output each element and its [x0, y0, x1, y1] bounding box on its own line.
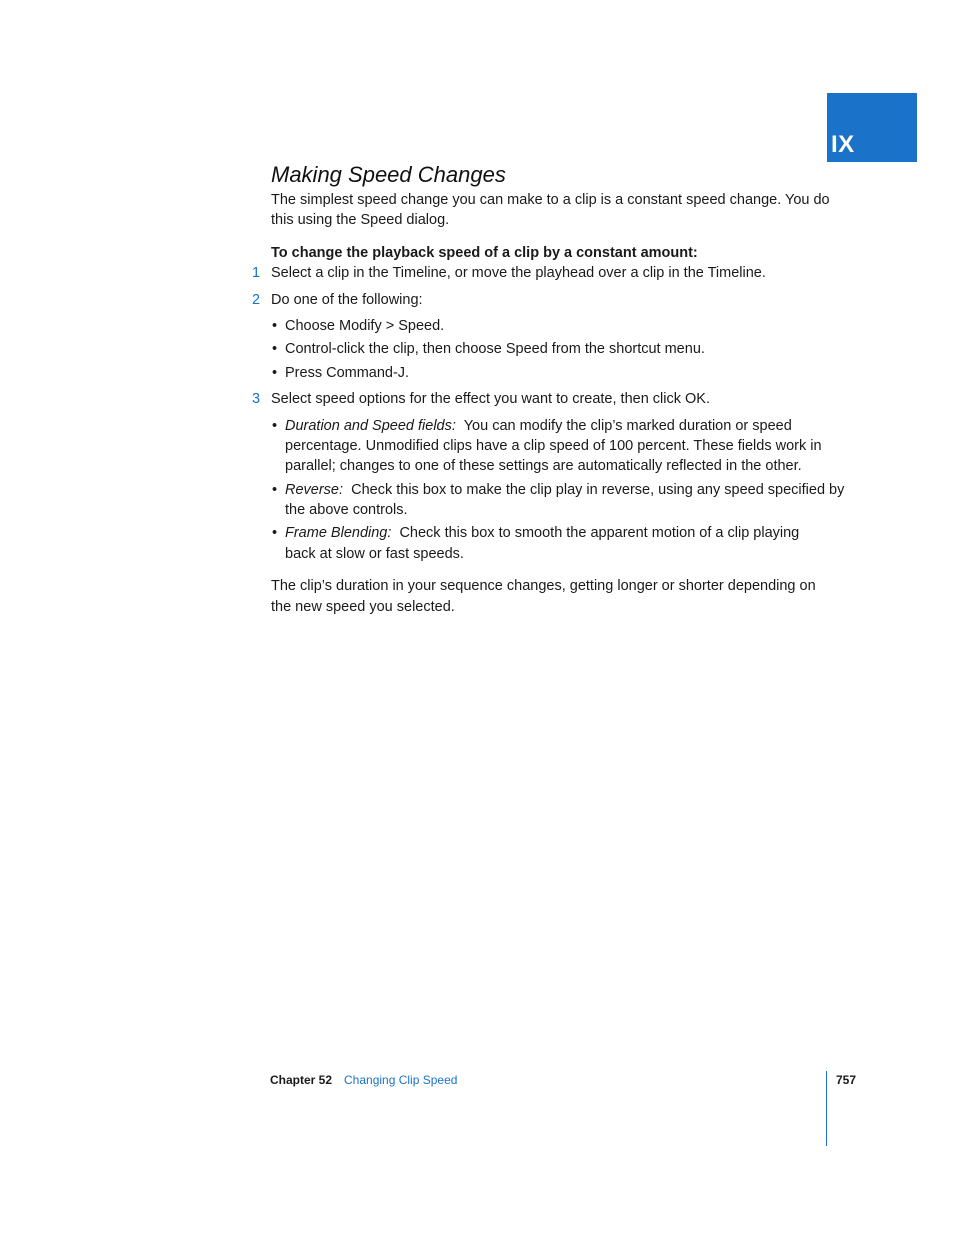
bullet-icon: • [272, 365, 278, 381]
option-term: Frame Blending: [285, 525, 392, 541]
option-description-cont: the above controls. [285, 502, 408, 518]
closing-line-2: the new speed you selected. [271, 599, 455, 615]
step-number: 2 [252, 292, 261, 308]
chapter-tab-label: IX [831, 131, 855, 158]
bullet-item: Press Command-J. [285, 365, 410, 381]
intro-line-1: The simplest speed change you can make to a clip is a constant speed change. You do [271, 192, 830, 208]
chapter-tab [827, 93, 917, 162]
option-term: Duration and Speed fields: [285, 418, 456, 434]
bullet-icon: • [272, 525, 278, 541]
intro-line-2: this using the Speed dialog. [271, 212, 450, 228]
bullet-icon: • [272, 341, 278, 357]
footer-chapter-title-link[interactable]: Changing Clip Speed [344, 1073, 458, 1087]
step-number: 3 [252, 391, 261, 407]
option-frame-blending [285, 523, 799, 543]
closing-line-1: The clip’s duration in your sequence changes, getting longer or shorter depending on [271, 578, 816, 594]
step-number: 1 [252, 265, 261, 281]
bullet-icon: • [272, 482, 278, 498]
section-title: Making Speed Changes [271, 162, 506, 187]
bullet-item: Control-click the clip, then choose Speed from the shortcut menu. [285, 341, 705, 357]
task-heading: To change the playback speed of a clip by a constant amount: [271, 245, 698, 261]
step-text: Do one of the following: [271, 292, 423, 308]
option-term: Reverse: [285, 482, 344, 498]
option-description: You can modify the clip’s marked duration or speed [463, 418, 792, 434]
bullet-item: Choose Modify > Speed. [285, 318, 445, 334]
option-description: Check this box to make the clip play in reverse, using any speed specified by [351, 482, 845, 498]
option-reverse [285, 480, 844, 500]
bullet-icon: • [272, 418, 278, 434]
page-number: 757 [836, 1073, 857, 1087]
option-duration-speed [285, 416, 792, 436]
option-description-cont: parallel; changes to one of these settings are automatically reflected in the other. [285, 458, 802, 474]
option-description: Check this box to smooth the apparent motion of a clip playing [399, 525, 800, 541]
step-text: Select a clip in the Timeline, or move the playhead over a clip in the Timeline. [271, 265, 766, 281]
step-text: Select speed options for the effect you want to create, then click OK. [271, 391, 711, 407]
option-description-cont: percentage. Unmodified clips have a clip speed of 100 percent. These fields work in [285, 438, 822, 454]
footer-chapter: Chapter 52 [270, 1073, 333, 1087]
bullet-icon: • [272, 318, 278, 334]
footer-divider [826, 1071, 827, 1146]
option-description-cont: back at slow or fast speeds. [285, 546, 464, 562]
